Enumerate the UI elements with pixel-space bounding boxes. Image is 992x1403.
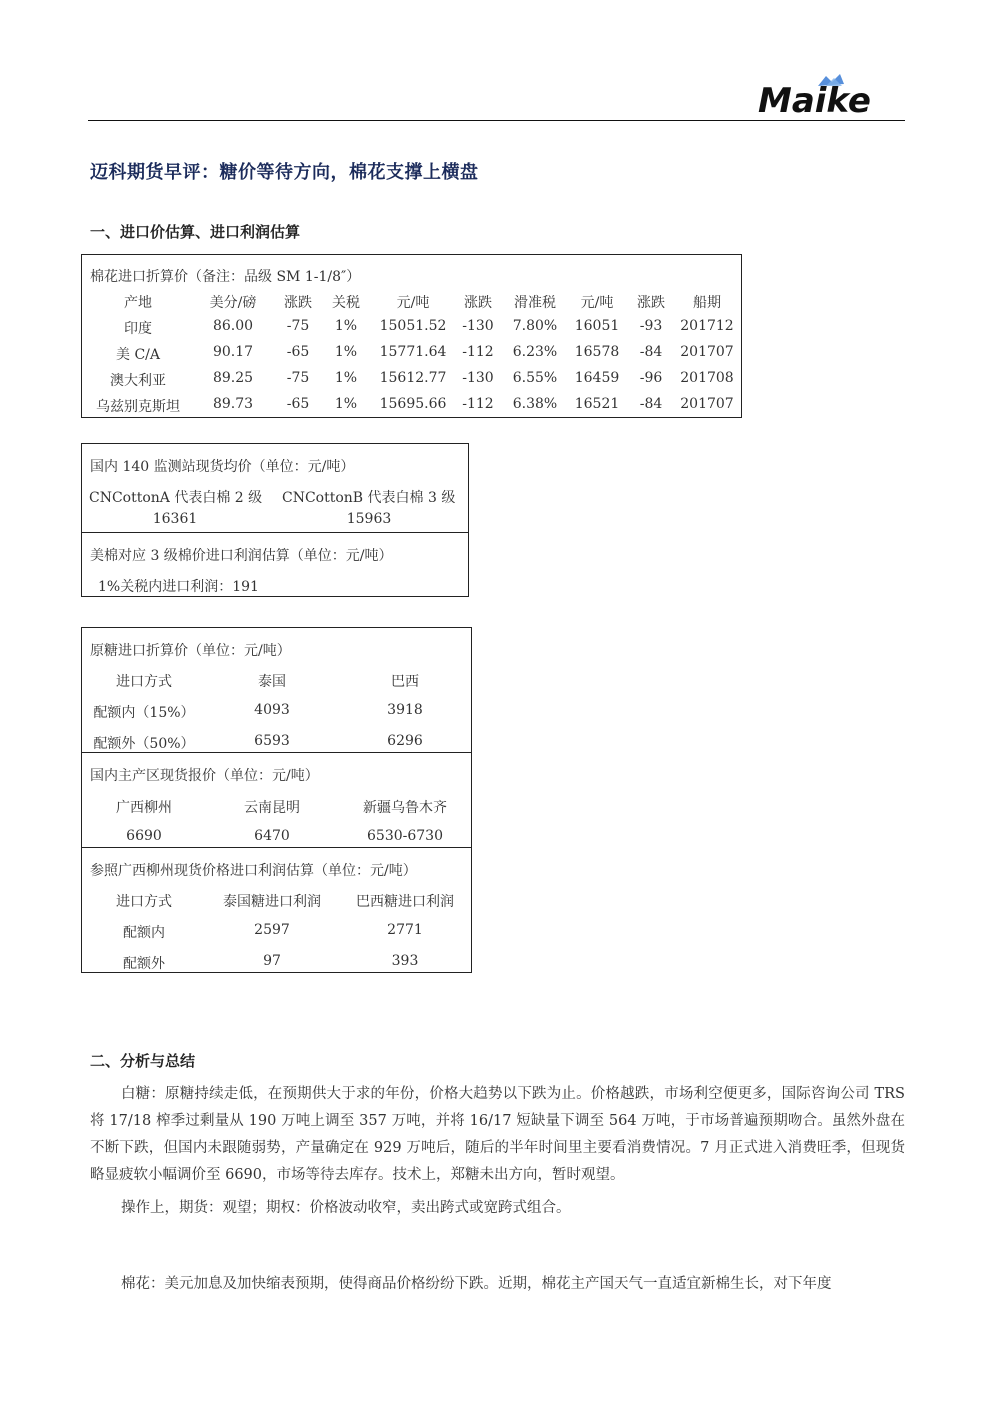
column-header: 滑准税	[514, 295, 556, 311]
table-cell: 配额内（15%）	[93, 705, 195, 721]
column-header: 关税	[332, 295, 360, 311]
cotton-analysis-paragraph: 棉花：美元加息及加快缩表预期，使得商品价格纷纷下跌。近期，棉花主产国天气一直适宜新棉生长，对下年度	[121, 1276, 832, 1292]
table-cell: 4093	[254, 702, 290, 718]
table-cell: 6.23%	[512, 344, 558, 360]
table-cell: -93	[639, 318, 663, 334]
column-header: 云南昆明	[244, 800, 300, 816]
table-cell: 配额内	[123, 925, 165, 941]
column-header: 涨跌	[637, 295, 665, 311]
table-cell: -112	[462, 396, 494, 412]
maike-logo	[756, 72, 892, 118]
document-title: 迈科期货早评：糖价等待方向，棉花支撑上横盘	[90, 162, 479, 183]
sugar-profit-caption: 参照广西柳州现货价格进口利润估算（单位：元/吨）	[90, 863, 417, 879]
domestic-cotton-box	[81, 443, 469, 597]
logo-text: Maike	[758, 81, 871, 118]
table-cell: 97	[263, 953, 281, 969]
table-cell: -84	[639, 344, 663, 360]
divider	[82, 532, 468, 533]
column-header: 广西柳州	[116, 800, 172, 816]
table-cell: 印度	[124, 321, 152, 337]
table-cell: 3918	[387, 702, 423, 718]
table-cell: 配额外	[123, 956, 165, 972]
cotton-profit-caption: 美棉对应 3 级棉价进口利润估算（单位：元/吨）	[90, 548, 393, 564]
column-header: 泰国糖进口利润	[223, 894, 321, 910]
table-cell: -84	[639, 396, 663, 412]
column-header: 进口方式	[116, 894, 172, 910]
table-cell: -130	[462, 370, 494, 386]
table-cell: 16521	[574, 396, 620, 412]
sugar-spot-caption: 国内主产区现货报价（单位：元/吨）	[90, 768, 319, 784]
table-cell: 89.73	[212, 396, 254, 412]
cncotton-a-label: CNCottonA 代表白棉 2 级	[89, 490, 263, 506]
sugar-import-caption: 原糖进口折算价（单位：元/吨）	[90, 643, 291, 659]
column-header: 元/吨	[396, 295, 430, 311]
table-cell: 15695.66	[379, 396, 447, 412]
column-header: 进口方式	[116, 674, 172, 690]
column-header: 新疆乌鲁木齐	[363, 800, 447, 816]
column-header: 船期	[693, 295, 721, 311]
cncotton-b-value: 15963	[346, 511, 392, 527]
table-cell: 6690	[126, 828, 162, 844]
cncotton-a-value: 16361	[152, 511, 198, 527]
table-cell: -65	[286, 344, 310, 360]
table-cell: 201707	[680, 396, 734, 412]
sugar-operation-paragraph: 操作上，期货：观望；期权：价格波动收窄，卖出跨式或宽跨式组合。	[121, 1200, 571, 1216]
table-cell: 6.55%	[512, 370, 558, 386]
table-cell: 2597	[254, 922, 290, 938]
header-rule	[88, 120, 905, 121]
column-header: 元/吨	[580, 295, 614, 311]
column-header: 泰国	[258, 674, 286, 690]
table-cell: 7.80%	[512, 318, 558, 334]
table-cell: 89.25	[212, 370, 254, 386]
table-cell: 1%	[334, 370, 358, 386]
table-cell: 393	[391, 953, 419, 969]
table-cell: 15051.52	[379, 318, 447, 334]
table-cell: 15612.77	[379, 370, 447, 386]
table-cell: 6296	[387, 733, 423, 749]
cotton-import-table	[81, 254, 742, 418]
section1-heading: 一、进口价估算、进口利润估算	[90, 223, 301, 241]
table-cell: 澳大利亚	[110, 373, 166, 389]
table-cell: 1%	[334, 318, 358, 334]
divider	[82, 752, 471, 753]
table-cell: 201708	[680, 370, 734, 386]
table-cell: 16578	[574, 344, 620, 360]
table-cell: -112	[462, 344, 494, 360]
table-cell: 6593	[254, 733, 290, 749]
column-header: 涨跌	[464, 295, 492, 311]
table-cell: 6530-6730	[367, 828, 443, 844]
table-cell: -96	[639, 370, 663, 386]
column-header: 产地	[124, 295, 152, 311]
cncotton-b-label: CNCottonB 代表白棉 3 级	[282, 490, 456, 506]
column-header: 巴西	[391, 674, 419, 690]
table-cell: 16051	[574, 318, 620, 334]
table-cell: 6470	[254, 828, 290, 844]
table-cell: 配额外（50%）	[93, 736, 195, 752]
column-header: 涨跌	[284, 295, 312, 311]
table-cell: 16459	[574, 370, 620, 386]
divider	[82, 847, 471, 848]
domestic-cotton-caption: 国内 140 监测站现货均价（单位：元/吨）	[90, 459, 355, 475]
table-cell: 2771	[387, 922, 423, 938]
table-cell: 1%	[334, 396, 358, 412]
table-cell: 201712	[680, 318, 734, 334]
table-cell: 201707	[680, 344, 734, 360]
sugar-analysis-paragraph: 白糖：原糖持续走低，在预期供大于求的年份，价格大趋势以下跌为止。价格越跌，市场利空便更多，国际咨询公司 TRS 将 17/18 榨季过剩量从 190 万吨上调至 357 万吨，并将 16/17 短缺量下调至 564 万吨，于市场普遍预期吻合。虽然外盘在不断下跌，但国内未跟随弱势，产量确定在 929 万吨后，随后的半年时间里主要看消费情况。7 月正式进入消费旺季，但现货略显疲软小幅调价至 6690，市场等待去库存。技术上，郑糖未出方向，暂时观望。	[90, 1086, 905, 1183]
column-header: 美分/磅	[209, 295, 257, 311]
table-cell: -75	[286, 318, 310, 334]
table-cell: 乌兹别克斯坦	[96, 399, 180, 415]
table-cell: 美 C/A	[116, 347, 160, 363]
cotton-profit-line: 1%关税内进口利润：191	[98, 579, 259, 595]
table-cell: 1%	[334, 344, 358, 360]
column-header: 巴西糖进口利润	[356, 894, 454, 910]
table-cell: -65	[286, 396, 310, 412]
table-cell: 86.00	[212, 318, 254, 334]
section2-heading: 二、分析与总结	[90, 1052, 196, 1070]
table-cell: 6.38%	[512, 396, 558, 412]
table-cell: 90.17	[212, 344, 254, 360]
table-cell: 15771.64	[379, 344, 447, 360]
table-cell: -130	[462, 318, 494, 334]
cotton-import-caption: 棉花进口折算价（备注：品级 SM 1-1/8″）	[90, 269, 361, 285]
sugar-box	[81, 627, 472, 973]
table-cell: -75	[286, 370, 310, 386]
